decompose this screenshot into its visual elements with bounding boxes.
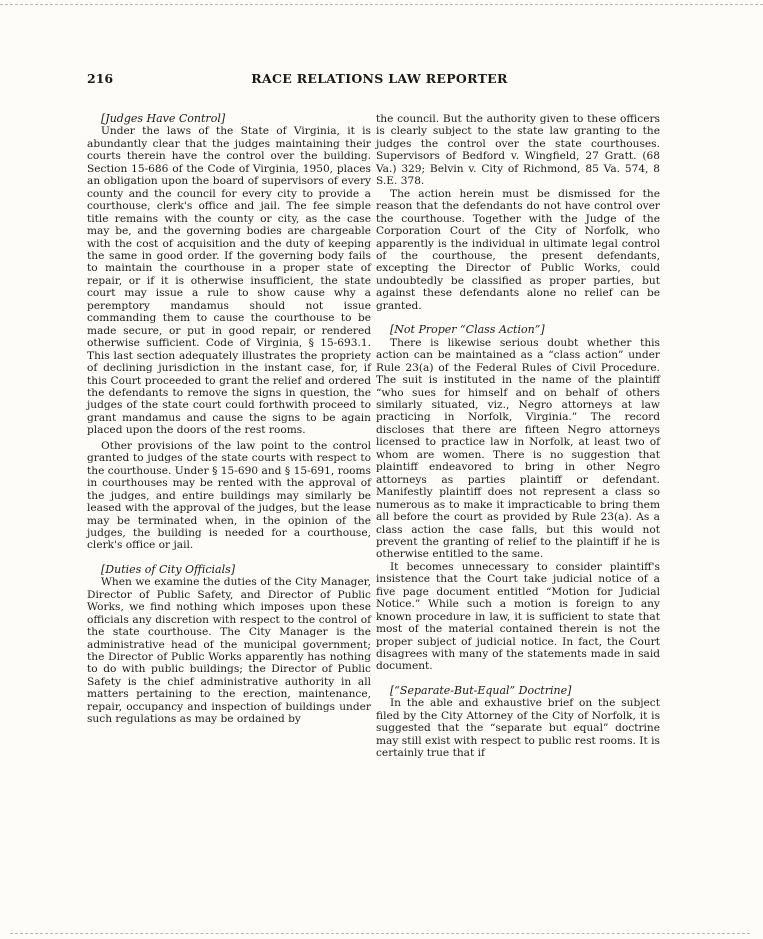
heading-duties-of-city-officials: [Duties of City Officials]	[101, 562, 236, 576]
left-column	[87, 113, 371, 726]
heading-judges-have-control: [Judges Have Control]	[101, 112, 226, 125]
paragraph: In the able and exhaustive brief on the subject filed by the City Attorney of the City of Norfolk, it is suggested that the “separate but equal” doctrine may still exist with respect to public rest rooms. It is certainly true that if	[376, 697, 660, 760]
heading-not-proper-class-action: [Not Proper “Class Action”]	[390, 323, 545, 337]
page-number: 216	[87, 71, 114, 86]
right-column	[376, 113, 660, 760]
paragraph: The action herein must be dismissed for the reason that the defendants do not have control over the courthouse. Together with the Judge of the Corporation Court of the City of Norfolk, who apparently is the individual in ultimate legal control of the courthouse, the present defendants, excepting the Director of Public Works, could undoubtedly be classified as proper parties, but against these defendants alone no relief can be granted.	[376, 187, 660, 312]
running-title: RACE RELATIONS LAW REPORTER	[251, 71, 508, 86]
paragraph: the council. But the authority given to these officers is clearly subject to the state law granting to the judges the control over the state courthouses. Supervisors of Bedford v. Wingfield, 27 Gratt. (68 Va.) 329; Belvin v. City of Richmond, 85 Va. 574, 8 S.E. 378.	[376, 113, 660, 188]
paragraph: It becomes unnecessary to consider plaintiff's insistence that the Court take judicial notice of a five page document entitled “Motion for Judicial Notice.” While such a motion is foreign to any known procedure in law, it is sufficient to state that most of the material contained therein is not the proper subject of judicial notice. In fact, the Court disagrees with many of the statements made in said document.	[376, 560, 660, 673]
paragraph: Under the laws of the State of Virginia, it is abundantly clear that the judges maintaining their courts therein have the control over the building. Section 15-686 of the Code of Virginia, 1950, places an obligation upon the board of supervisors of every county and the council for every city to provide a courthouse, clerk's office and jail. The fee simple title remains with the county or city, as the case may be, and the governing bodies are chargeable with the cost of acquisition and the duty of keeping the same in good order. If the governing body fails to maintain the courthouse in a proper state of repair, or if it is otherwise insufficient, the state court may issue a rule to show cause why a peremptory mandamus should not issue commanding them to cause the courthouse to be made secure, or put in good repair, or rendered otherwise sufficient. Code of Virginia, § 15-693.1. This last section adequately illustrates the propriety of declining jurisdiction in the instant case, for, if this Court proceeded to grant the relief and ordered the defendants to remove the signs in question, the judges of the state court could forthwith proceed to grant mandamus and cause the signs to be again placed upon the doors of the rest rooms.	[87, 125, 371, 437]
paragraph: When we examine the duties of the City Manager, Director of Public Safety, and Director of Public Works, we find nothing which imposes upon these officials any discretion with respect to the control of the state courthouse. The City Manager is the administrative head of the municipal government; the Director of Public Works apparently has nothing to do with public buildings; the Director of Public Safety is the chief administrative authority in all matters pertaining to the erection, maintenance, repair, occupancy and inspection of buildings under such regulations as may be ordained by	[87, 576, 371, 726]
page-header	[87, 71, 672, 87]
bottom-scan-edge	[10, 933, 750, 934]
paragraph: There is likewise serious doubt whether this action can be maintained as a “class action” under Rule 23(a) of the Federal Rules of Civil Procedure. The suit is instituted in the name of the plaintiff “who sues for himself and on behalf of others similarly situated, viz., Negro attorneys at law practicing in Norfolk, Virginia.” The record discloses that there are fifteen Negro attorneys licensed to practice law in Norfolk, at least two of whom are women. There is no suggestion that plaintiff endeavored to bring in other Negro attorneys as parties plaintiff or defendant. Manifestly plaintiff does not represent a class so numerous as to make it impracticable to bring them all before the court as provided by Rule 23(a). As a class action the case falls, but this would not prevent the granting of relief to the plaintiff if he is otherwise entitled to the same.	[376, 336, 660, 561]
paragraph: Other provisions of the law point to the control granted to judges of the state courts with respect to the courthouse. Under § 15-690 and § 15-691, rooms in courthouses may be rented with the approval of the judges, and entire buildings may similarly be leased with the approval of the judges, but the lease may be terminated when, in the opinion of the judges, the building is needed for a courthouse, clerk's office or jail.	[87, 439, 371, 552]
heading-separate-but-equal-doctrine: [“Separate-But-Equal” Doctrine]	[390, 683, 572, 697]
top-scan-edge	[0, 4, 763, 5]
